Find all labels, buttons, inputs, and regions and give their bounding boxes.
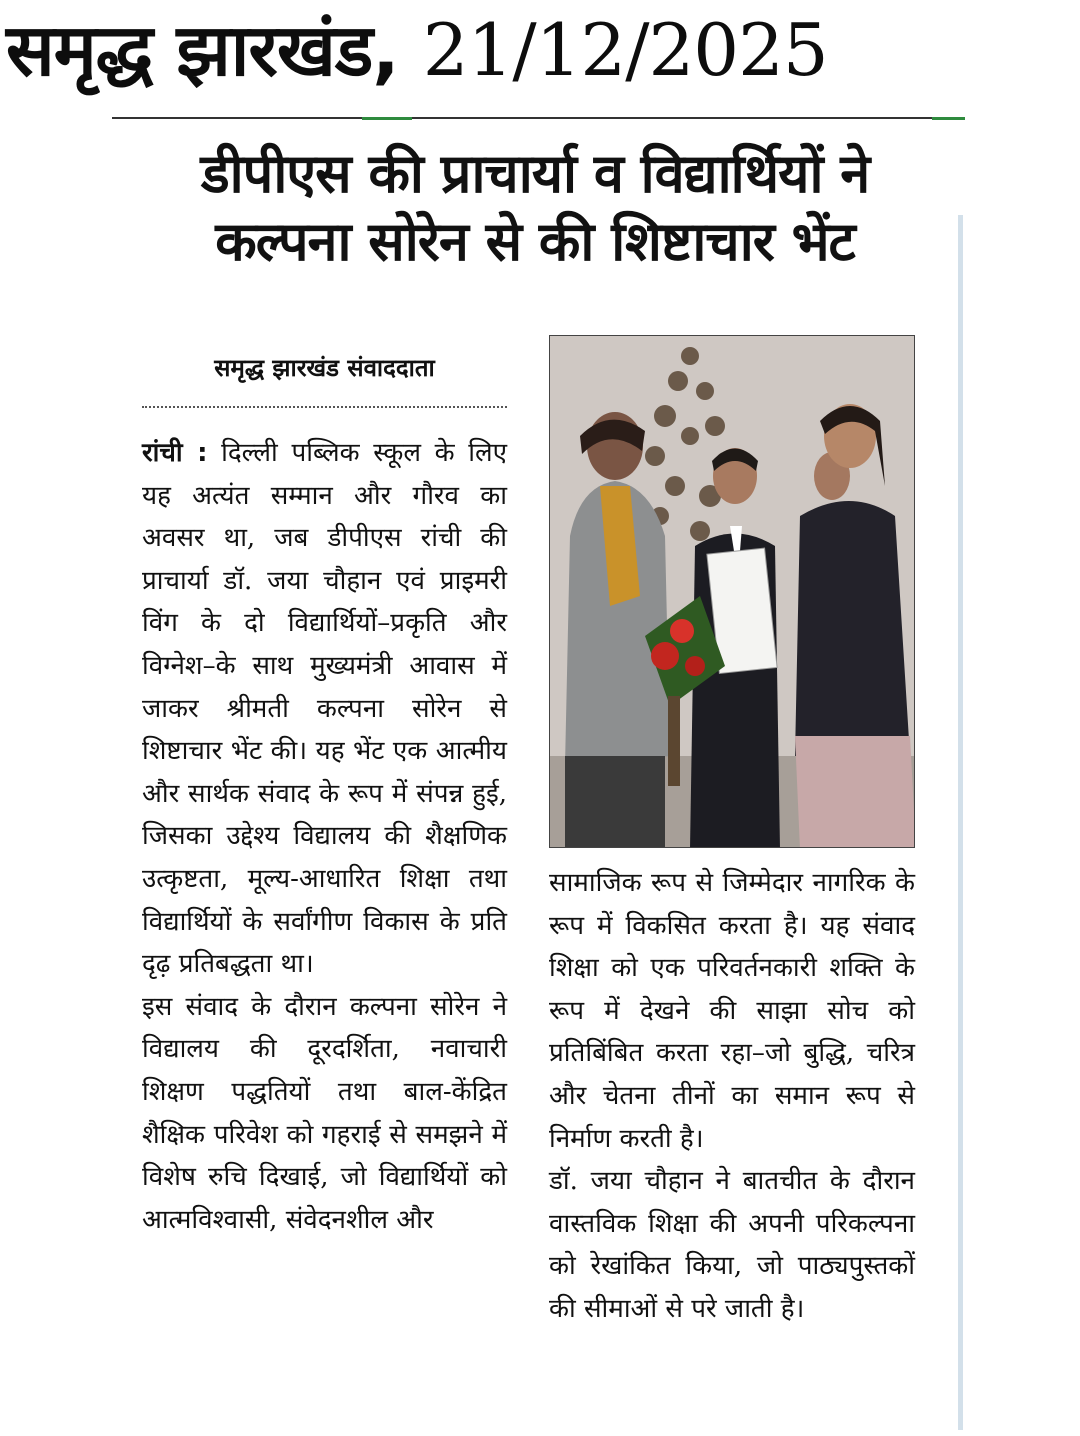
paragraph-1 xyxy=(142,432,507,986)
article-column-2 xyxy=(549,862,915,1331)
byline: समृद्ध झारखंड संवाददाता xyxy=(214,354,435,382)
paragraph-3: सामाजिक रूप से जिम्मेदार नागरिक के रूप में विकसित करता है। यह संवाद शिक्षा को एक परिवर्तनकारी शक्ति के रूप में देखने की साझा सोच को प्रतिबिंबित करता रहा–जो बुद्धि, चरित्र और चेतना तीनों का समान रूप से निर्माण करती है। xyxy=(549,868,915,1154)
rule-accent-right xyxy=(932,117,965,120)
paragraph-2: इस संवाद के दौरान कल्पना सोरेन ने विद्यालय की दूरदर्शिता, नवाचारी शिक्षण पद्धतियों तथा बाल-केंद्रित शैक्षिक परिवेश को गहराई से समझने में विशेष रुचि दिखाई, जो विद्यार्थियों को आत्मविश्वासी, संवेदनशील और xyxy=(142,991,507,1235)
masthead-rule xyxy=(112,117,965,119)
page-edge-strip xyxy=(958,215,963,1430)
paragraph-4: डॉ. जया चौहान ने बातचीत के दौरान वास्तविक शिक्षा की अपनी परिकल्पना को रेखांकित किया, जो पाठ्यपुस्तकों की सीमाओं से परे जाती है। xyxy=(549,1166,915,1324)
masthead-paper-name: समृद्ध झारखंड, xyxy=(6,8,399,92)
masthead-date: 21/12/2025 xyxy=(422,8,828,92)
photo-illustration xyxy=(550,336,915,848)
article-column-1 xyxy=(142,432,507,1241)
dateline: रांची : xyxy=(142,438,208,468)
headline-line-2: कल्पना सोरेन से की शिष्टाचार भेंट xyxy=(215,210,855,273)
news-photo xyxy=(549,335,915,848)
article-headline xyxy=(140,140,930,276)
rule-accent-left xyxy=(362,117,412,120)
masthead xyxy=(6,0,1076,110)
paragraph-1-text: दिल्ली पब्लिक स्कूल के लिए यह अत्यंत सम्मान और गौरव का अवसर था, जब डीपीएस रांची की प्राचार्या डॉ. जया चौहान एवं प्राइमरी विंग के दो विद्यार्थियों–प्रकृति और विग्नेश–के साथ मुख्यमंत्री आवास में जाकर श्रीमती कल्पना सोरेन से शिष्टाचार भेंट की। यह भेंट एक आत्मीय और सार्थक संवाद के रूप में संपन्न हुई, जिसका उद्देश्य विद्यालय की शैक्षणिक उत्कृष्टता, मूल्य-आधारित शिक्षा तथा विद्यार्थियों के सर्वांगीण विकास के प्रति दृढ़ प्रतिबद्धता था। xyxy=(142,438,507,980)
byline-divider xyxy=(142,406,507,408)
headline-line-1: डीपीएस की प्राचार्या व विद्यार्थियों ने xyxy=(200,142,870,205)
